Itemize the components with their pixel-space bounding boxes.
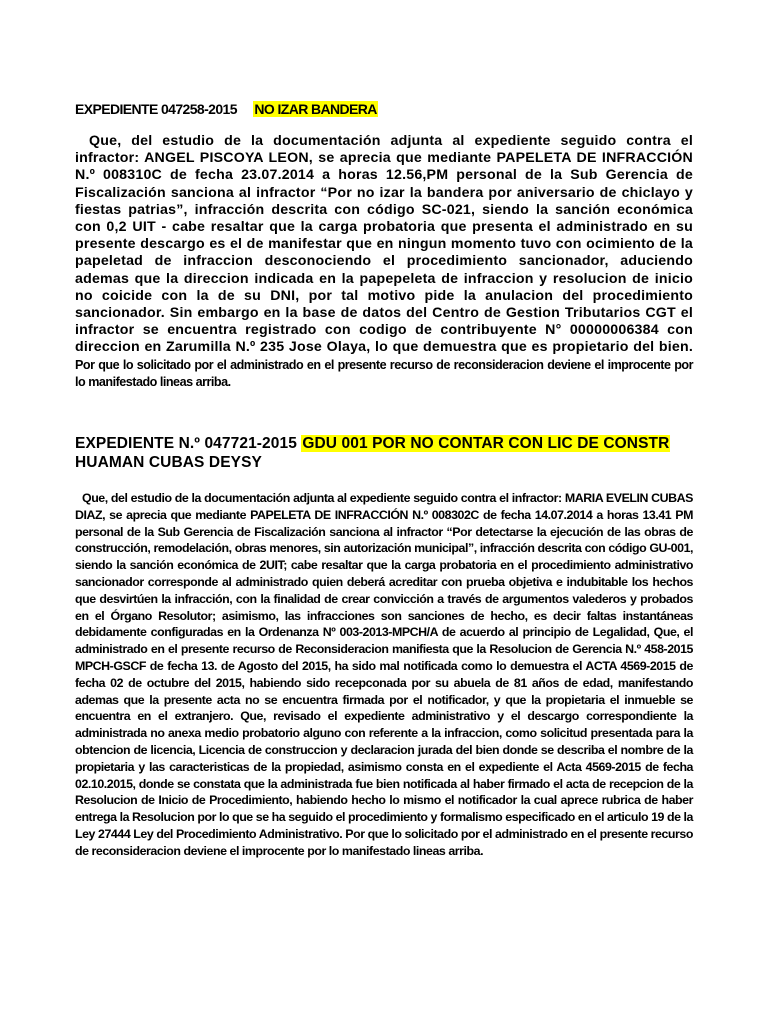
paragraph-1-tail: Por que lo solicitado por el administrado en el presente recurso de reconsideracion deviene el improcente por lo manifestado lineas arriba. — [75, 357, 693, 389]
paragraph-2-body: Que, del estudio de la documentación adjunta al expediente seguido contra el infractor: MARIA EVELIN CUBAS DIAZ, se aprecia que mediante PAPELETA DE INFRACCIÓN N.º 008302C de fecha 14.07.2014 a horas 13.41 PM personal de la Sub Gerencia de Fiscalización sanciona al infractor “Por detectarse la ejecución de las obras de construcción, remodelación, obras menores, sin autorización municipal”, infracción descrita con código GU-001, siendo la sanción económica de 2UIT; cabe resaltar que la carga probatoria en el procedimiento administrativo sancionador corresponde al administrado quien deberá acreditar con prueba objetiva e indubitable los hechos que desvirtúen la infracción, con la finalidad de crear convicción a través de argumentos valederos y probados en el Órgano Resolutor; asimismo, las infracciones son sanciones de hecho, es decir faltas instantáneas debidamente configuradas en la Ordenanza Nº 003-2013-MPCH/A de acuerdo al principio de Legalidad, Que, el administrado en el presente recurso de Reconsideracion manifiesta que la Resolucion de Gerencia N.º 458-2015 MPCH-GSCF de fecha 13. de Agosto del 2015, ha sido mal notificada como lo demuestra el ACTA 4569-2015 de fecha 02 de octubre del 2015, habiendo sido recepconada por su abuela de 81 años de edad, manifestando ademas que la presente acta no se encuentra firmada por el notificador, y que la propietaria el inmueble se encuentra en el extranjero. Que, revisado el expediente administrativo y el descargo correspondiente la administrada no anexa medio probatorio alguno con referente a la infraccion, como solicitud presentada para la obtencion de licencia, Licencia de construccion y declaracion jurada del bien donde se describa el nombre de la propietaria y las caracteristicas de la propiedad, asimismo consta en el expediente el Acta 4569-2015 de fecha 02.10.2015, donde se constata que la administrada fue bien notificada al haber firmado el acta de recepcion de la Resolucion de Inicio de Procedimiento, habiendo hecho lo mismo el notificador la cual aprece rubrica de haber entrega la Resolucion por lo que se ha seguido el procedimiento y formalismo especificado en el articulo 19 de la Ley 27444 Ley del Procedimiento Administrativo. Por que lo solicitado por el administrado en el presente recurso de reconsideracion deviene el improcente por lo manifestado lineas arriba. — [75, 491, 693, 858]
expediente-number-2: EXPEDIENTE N.º 047721-2015 — [75, 435, 297, 452]
highlighted-tag-1: NO IZAR BANDERA — [254, 101, 377, 117]
expediente-heading-1 — [75, 101, 728, 117]
party-name: HUAMAN CUBAS DEYSY — [75, 454, 262, 471]
paragraph-2 — [75, 490, 693, 860]
highlighted-tag-2: GDU 001 POR NO CONTAR CON LIC DE CONSTR — [302, 435, 670, 452]
expediente-heading-2 — [75, 434, 728, 472]
paragraph-1 — [75, 133, 693, 391]
paragraph-1-main: Que, del estudio de la documentación adjunta al expediente seguido contra el infractor: ANGEL PISCOYA LEON, se aprecia que mediante PAPELETA DE INFRACCIÓN N.º 008310C de fecha 23.07.2014 a horas 12.56,PM personal de la Sub Gerencia de Fiscalización sanciona al infractor “Por no izar la bandera por aniversario de chiclayo y fiestas patrias”, infracción descrita con código SC-021, siendo la sanción económica con 0,2 UIT - cabe resaltar que la carga probatoria que presenta el administrado en su presente descargo es el de manifestar que en ningun momento tuvo con ocimiento de la papeletad de infraccion desconociendo el procedimiento sancionador, aduciendo ademas que la direccion indicada en la papepeleta de infraccion y resolucion de inicio no coicide con la de su DNI, por tal motivo pide la anulacion del procedimiento sancionador. Sin embargo en la base de datos del Centro de Gestion Tributarios CGT el infractor se encuentra registrado con codigo de contribuyente N° 00000006384 con direccion en Zarumilla N.º 235 Jose Olaya, lo que demuestra que es propietario del bien. — [75, 133, 693, 356]
expediente-number-1: EXPEDIENTE 047258-2015 — [75, 101, 237, 117]
